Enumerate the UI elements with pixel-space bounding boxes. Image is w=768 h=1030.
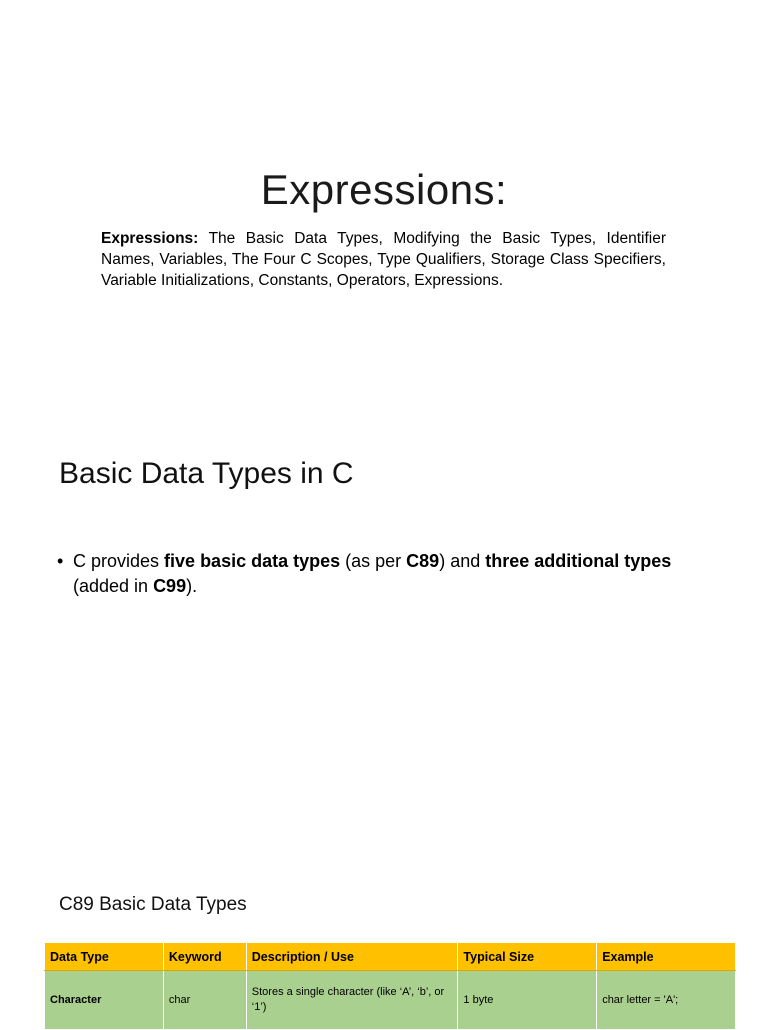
- table-row: [45, 971, 736, 1030]
- intro-paragraph: [101, 228, 666, 291]
- bullet-text-5: ).: [186, 576, 198, 596]
- header-data-type: Data Type: [45, 943, 164, 971]
- data-types-table: [44, 942, 736, 1030]
- header-typical-size: Typical Size: [458, 943, 597, 971]
- header-keyword: Keyword: [163, 943, 246, 971]
- bullet-text-4: (added in: [73, 576, 154, 596]
- table-header-row: [45, 943, 736, 971]
- bullet-text-1: C provides: [73, 551, 165, 571]
- bullet-marker: •: [57, 551, 64, 571]
- bullet-text-2: (as per: [340, 551, 407, 571]
- intro-text: The Basic Data Types, Modifying the Basic Types, Identifier Names, Variables, The Four C Scopes, Type Qualifiers, Storage Class Specifiers, Variable Initializations, Constants, Operators, Expressions.: [101, 230, 666, 289]
- bullet-bold-1: five basic data types: [164, 551, 341, 571]
- cell-example: char letter = 'A';: [597, 971, 736, 1030]
- bullet-bold-3: three additional types: [485, 551, 672, 571]
- bullet-item: [57, 549, 713, 599]
- page-title: Expressions:: [260, 166, 508, 213]
- bullet-bold-2: C89: [406, 551, 440, 571]
- cell-data-type: Character: [45, 971, 164, 1030]
- intro-label: Expressions:: [101, 230, 199, 247]
- cell-typical-size: 1 byte: [458, 971, 597, 1030]
- cell-keyword: char: [163, 971, 246, 1030]
- section-title: Basic Data Types in C: [59, 457, 354, 490]
- header-description: Description / Use: [246, 943, 458, 971]
- table-title: C89 Basic Data Types: [59, 894, 247, 915]
- cell-description: Stores a single character (like ‘A’, ‘b’, or ‘1’): [246, 971, 458, 1030]
- header-example: Example: [597, 943, 736, 971]
- bullet-text-3: ) and: [439, 551, 486, 571]
- bullet-bold-4: C99: [153, 576, 187, 596]
